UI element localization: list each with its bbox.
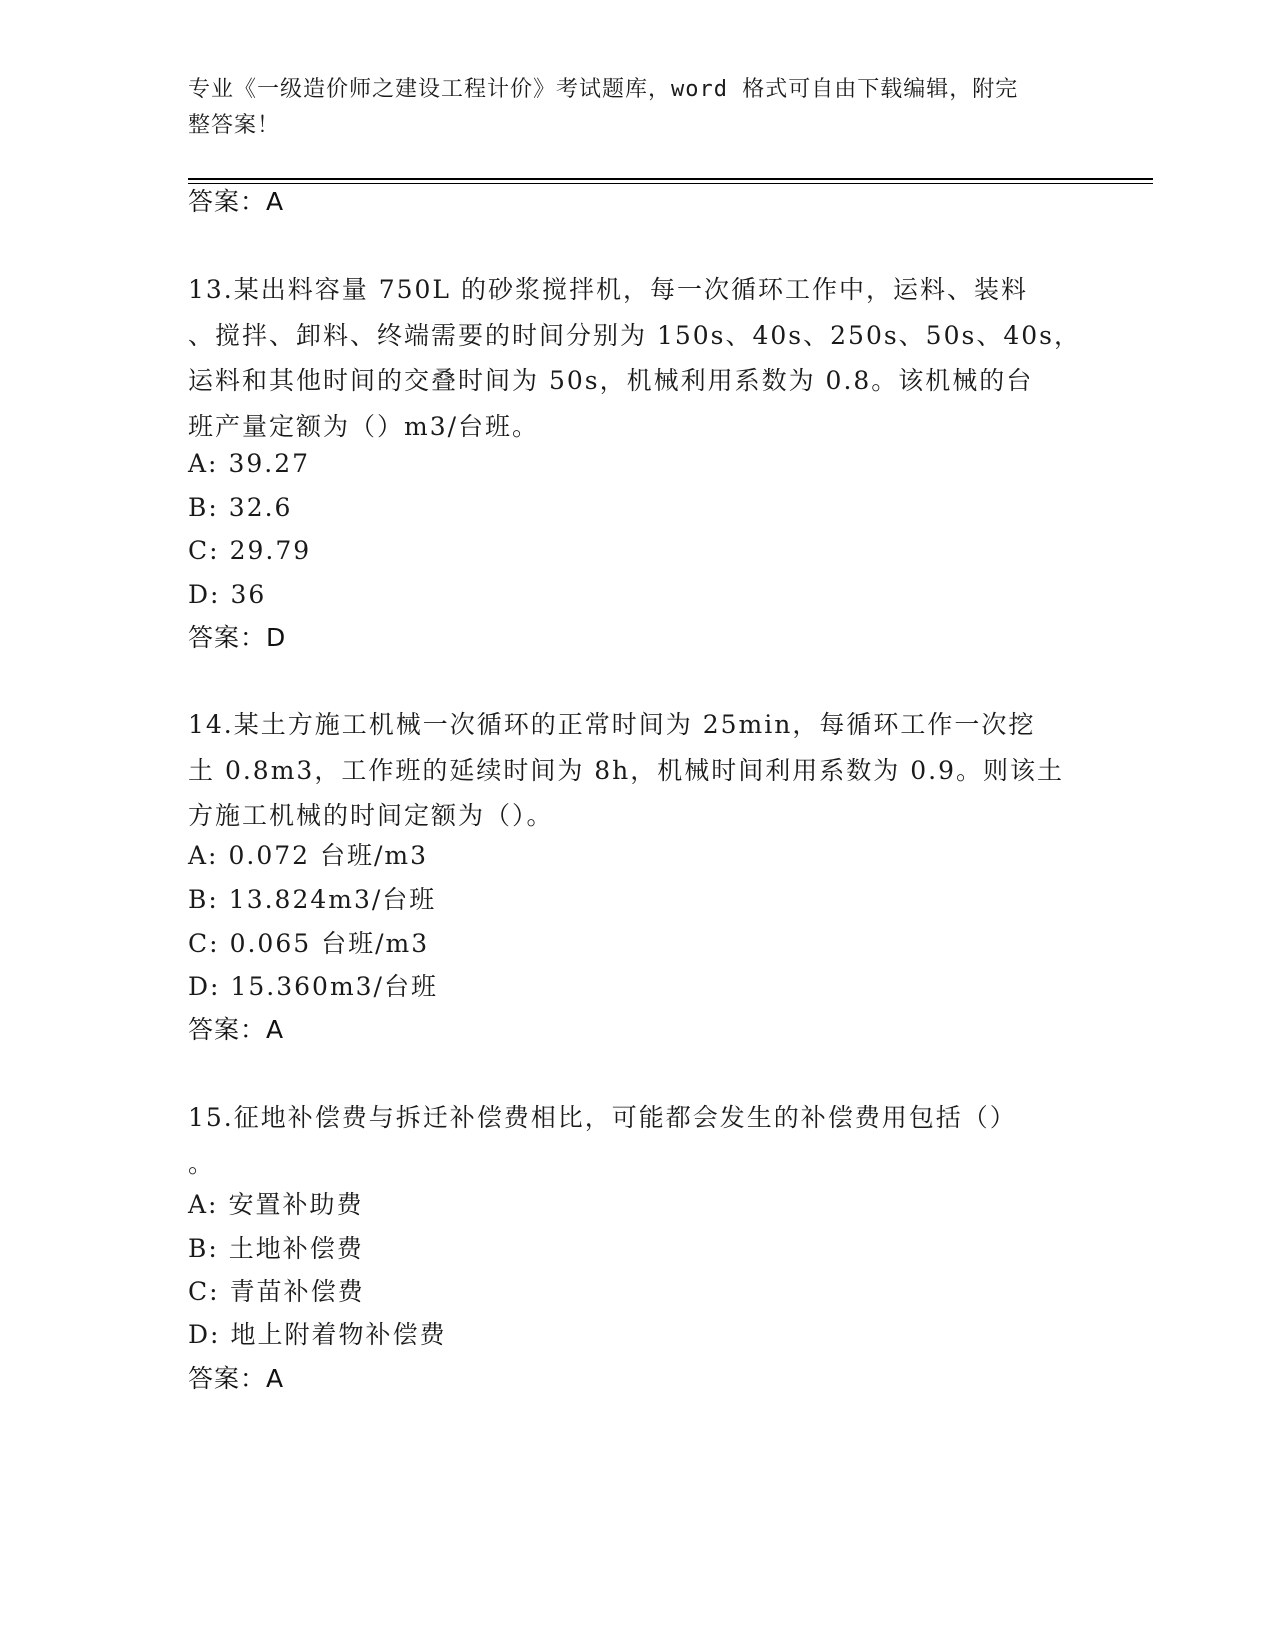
option-letter: A: bbox=[188, 841, 219, 870]
option-letter: B: bbox=[188, 885, 219, 914]
option-text: 13.824m3/台班 bbox=[228, 885, 437, 914]
option-text: 29.79 bbox=[229, 536, 312, 565]
option-text: 36 bbox=[230, 580, 267, 609]
q15-option-d bbox=[188, 1317, 446, 1353]
q15-answer: 答案：A bbox=[188, 1364, 285, 1393]
q14-answer: 答案：A bbox=[188, 1015, 285, 1044]
question-line: 。 bbox=[188, 1148, 216, 1178]
question-15 bbox=[188, 1095, 1088, 1186]
q14-option-c bbox=[188, 926, 429, 962]
header-line-2: 整答案！ bbox=[188, 113, 281, 138]
option-text: 39.27 bbox=[228, 449, 311, 478]
option-text: 地上附着物补偿费 bbox=[230, 1320, 447, 1349]
option-letter: A: bbox=[188, 1190, 219, 1219]
header-divider-thick bbox=[188, 178, 1153, 180]
option-text: 0.065 台班/m3 bbox=[229, 929, 430, 958]
option-text: 32.6 bbox=[228, 493, 293, 522]
option-letter: D: bbox=[188, 972, 221, 1001]
q15-option-c bbox=[188, 1274, 365, 1310]
option-letter: A: bbox=[188, 449, 219, 478]
question-line: 15.征地补偿费与拆迁补偿费相比，可能都会发生的补偿费用包括（） bbox=[188, 1103, 1017, 1132]
q13-option-a bbox=[188, 446, 310, 482]
question-line: 方施工机械的时间定额为（）。 bbox=[188, 801, 554, 830]
q13-option-c bbox=[188, 533, 311, 569]
question-line: 13.某出料容量 750L 的砂浆搅拌机，每一次循环工作中，运料、装料 bbox=[188, 275, 1028, 304]
option-letter: C: bbox=[188, 536, 220, 565]
q14-option-b bbox=[188, 882, 436, 918]
option-text: 0.072 台班/m3 bbox=[228, 841, 429, 870]
option-letter: C: bbox=[188, 1277, 220, 1306]
option-text: 15.360m3/台班 bbox=[230, 972, 438, 1001]
q15-option-b bbox=[188, 1231, 364, 1267]
document-header bbox=[188, 72, 1068, 144]
q13-option-d bbox=[188, 577, 266, 613]
question-13 bbox=[188, 267, 1088, 449]
option-letter: B: bbox=[188, 1234, 219, 1263]
q14-option-a bbox=[188, 838, 428, 874]
option-letter: B: bbox=[188, 493, 219, 522]
question-line: 运料和其他时间的交叠时间为 50s，机械利用系数为 0.8。该机械的台 bbox=[188, 366, 1034, 395]
header-line-1: 专业《一级造价师之建设工程计价》考试题库，word 格式可自由下载编辑，附完 bbox=[188, 77, 1019, 102]
option-letter: D: bbox=[188, 580, 221, 609]
question-line: 班产量定额为（）m3/台班。 bbox=[188, 411, 540, 441]
q13-option-b bbox=[188, 490, 292, 526]
option-letter: C: bbox=[188, 929, 220, 958]
q13-answer: 答案：D bbox=[188, 623, 287, 652]
previous-answer: 答案：A bbox=[188, 187, 285, 216]
option-text: 青苗补偿费 bbox=[229, 1277, 365, 1306]
question-line: 14.某土方施工机械一次循环的正常时间为 25min，每循环工作一次挖 bbox=[188, 710, 1036, 739]
option-letter: D: bbox=[188, 1320, 221, 1349]
question-14 bbox=[188, 702, 1088, 839]
option-text: 土地补偿费 bbox=[228, 1234, 364, 1263]
question-line: 土 0.8m3，工作班的延续时间为 8h，机械时间利用系数为 0.9。则该土 bbox=[188, 755, 1064, 785]
option-text: 安置补助费 bbox=[228, 1190, 364, 1219]
q15-option-a bbox=[188, 1187, 364, 1223]
question-line: 、搅拌、卸料、终端需要的时间分别为 150s、40s、250s、50s、40s， bbox=[188, 320, 1081, 350]
q14-option-d bbox=[188, 969, 438, 1005]
header-divider-thin bbox=[188, 183, 1153, 184]
